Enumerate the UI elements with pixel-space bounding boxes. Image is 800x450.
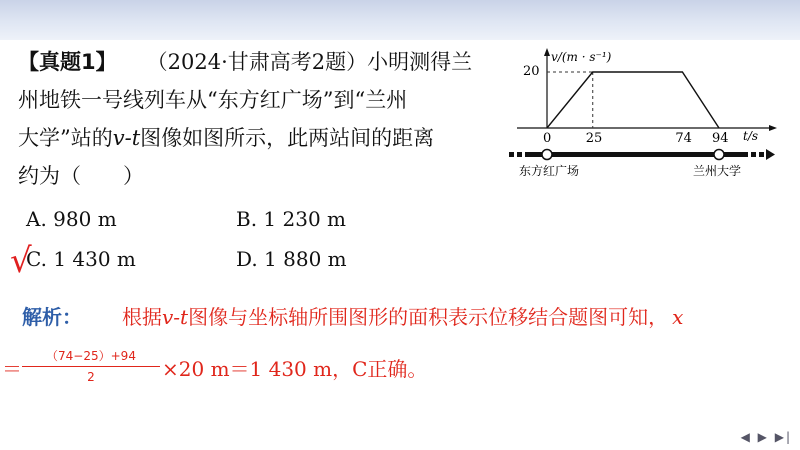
analysis-line1-a: 根据 — [122, 305, 162, 329]
question-line-1 — [18, 48, 472, 76]
question-line-2: 州地铁一号线列车从“东方红广场”到“兰州 — [18, 88, 408, 112]
option-text: 1 430 m — [53, 247, 136, 271]
slide-nav-controls[interactable]: ◀ ▶ ▶| — [740, 430, 792, 444]
analysis-line-1 — [122, 304, 683, 330]
option-letter: B. — [236, 207, 258, 231]
top-banner — [0, 0, 800, 40]
x-axis-arrow — [769, 125, 777, 131]
station-right-marker — [714, 150, 724, 160]
analysis-fraction — [22, 347, 160, 391]
vt-graph — [505, 44, 785, 180]
y-tick-label: 20 — [523, 64, 540, 79]
option-a[interactable] — [26, 206, 117, 232]
option-text: 980 m — [53, 207, 117, 231]
analysis-label: 解析： — [22, 305, 82, 329]
analysis-line1-b: 图像与坐标轴所围图形的面积表示位移结合题图可知， — [188, 305, 669, 329]
analysis-eq-sign: ＝ — [2, 357, 22, 381]
question-line3-a: 大学”站的 — [18, 126, 113, 150]
station-left-marker — [542, 150, 552, 160]
x-tick-label: 94 — [712, 131, 729, 146]
question-line3-b: 图像如图所示，此两站间的距离 — [140, 126, 435, 150]
fraction-denominator: 2 — [87, 370, 95, 384]
track-rail — [525, 152, 743, 157]
station-left-label: 东方红广场 — [519, 164, 580, 178]
y-axis-arrow — [544, 48, 550, 56]
question-line1-rest: 小明测得兰 — [367, 50, 473, 74]
x-tick-label: 25 — [585, 131, 603, 146]
option-text: 1 230 m — [263, 207, 346, 231]
question-line-4: 约为（ ） — [18, 164, 144, 188]
option-c[interactable] — [26, 246, 136, 272]
option-b[interactable] — [236, 206, 346, 232]
question-line-3 — [18, 124, 434, 152]
x-tick-label: 0 — [543, 131, 552, 146]
fraction-bar — [22, 366, 160, 367]
track-arrow — [766, 149, 775, 160]
answer-check-icon: √ — [10, 241, 32, 281]
option-letter: D. — [236, 247, 258, 271]
option-letter: A. — [26, 207, 47, 231]
x-tick-label: 74 — [675, 131, 692, 146]
option-d[interactable] — [236, 246, 347, 272]
x-axis-label: t/s — [743, 129, 759, 143]
question-source: （2024·甘肃高考2题） — [146, 50, 368, 74]
station-right-label: 兰州大学 — [693, 164, 742, 178]
y-axis-label: v/(m · s⁻¹) — [551, 50, 612, 64]
analysis-x: x — [672, 305, 684, 329]
analysis-vt: v-t — [162, 305, 189, 329]
option-letter: C. — [26, 247, 47, 271]
question-vt: v-t — [112, 126, 141, 150]
fraction-numerator: （74−25）+94 — [46, 349, 136, 363]
question-tag: 【真题1】 — [18, 50, 117, 74]
option-text: 1 880 m — [264, 247, 347, 271]
analysis-line-2: ×20 m＝1 430 m，C正确。 — [162, 357, 428, 381]
vt-series-line — [547, 72, 719, 128]
